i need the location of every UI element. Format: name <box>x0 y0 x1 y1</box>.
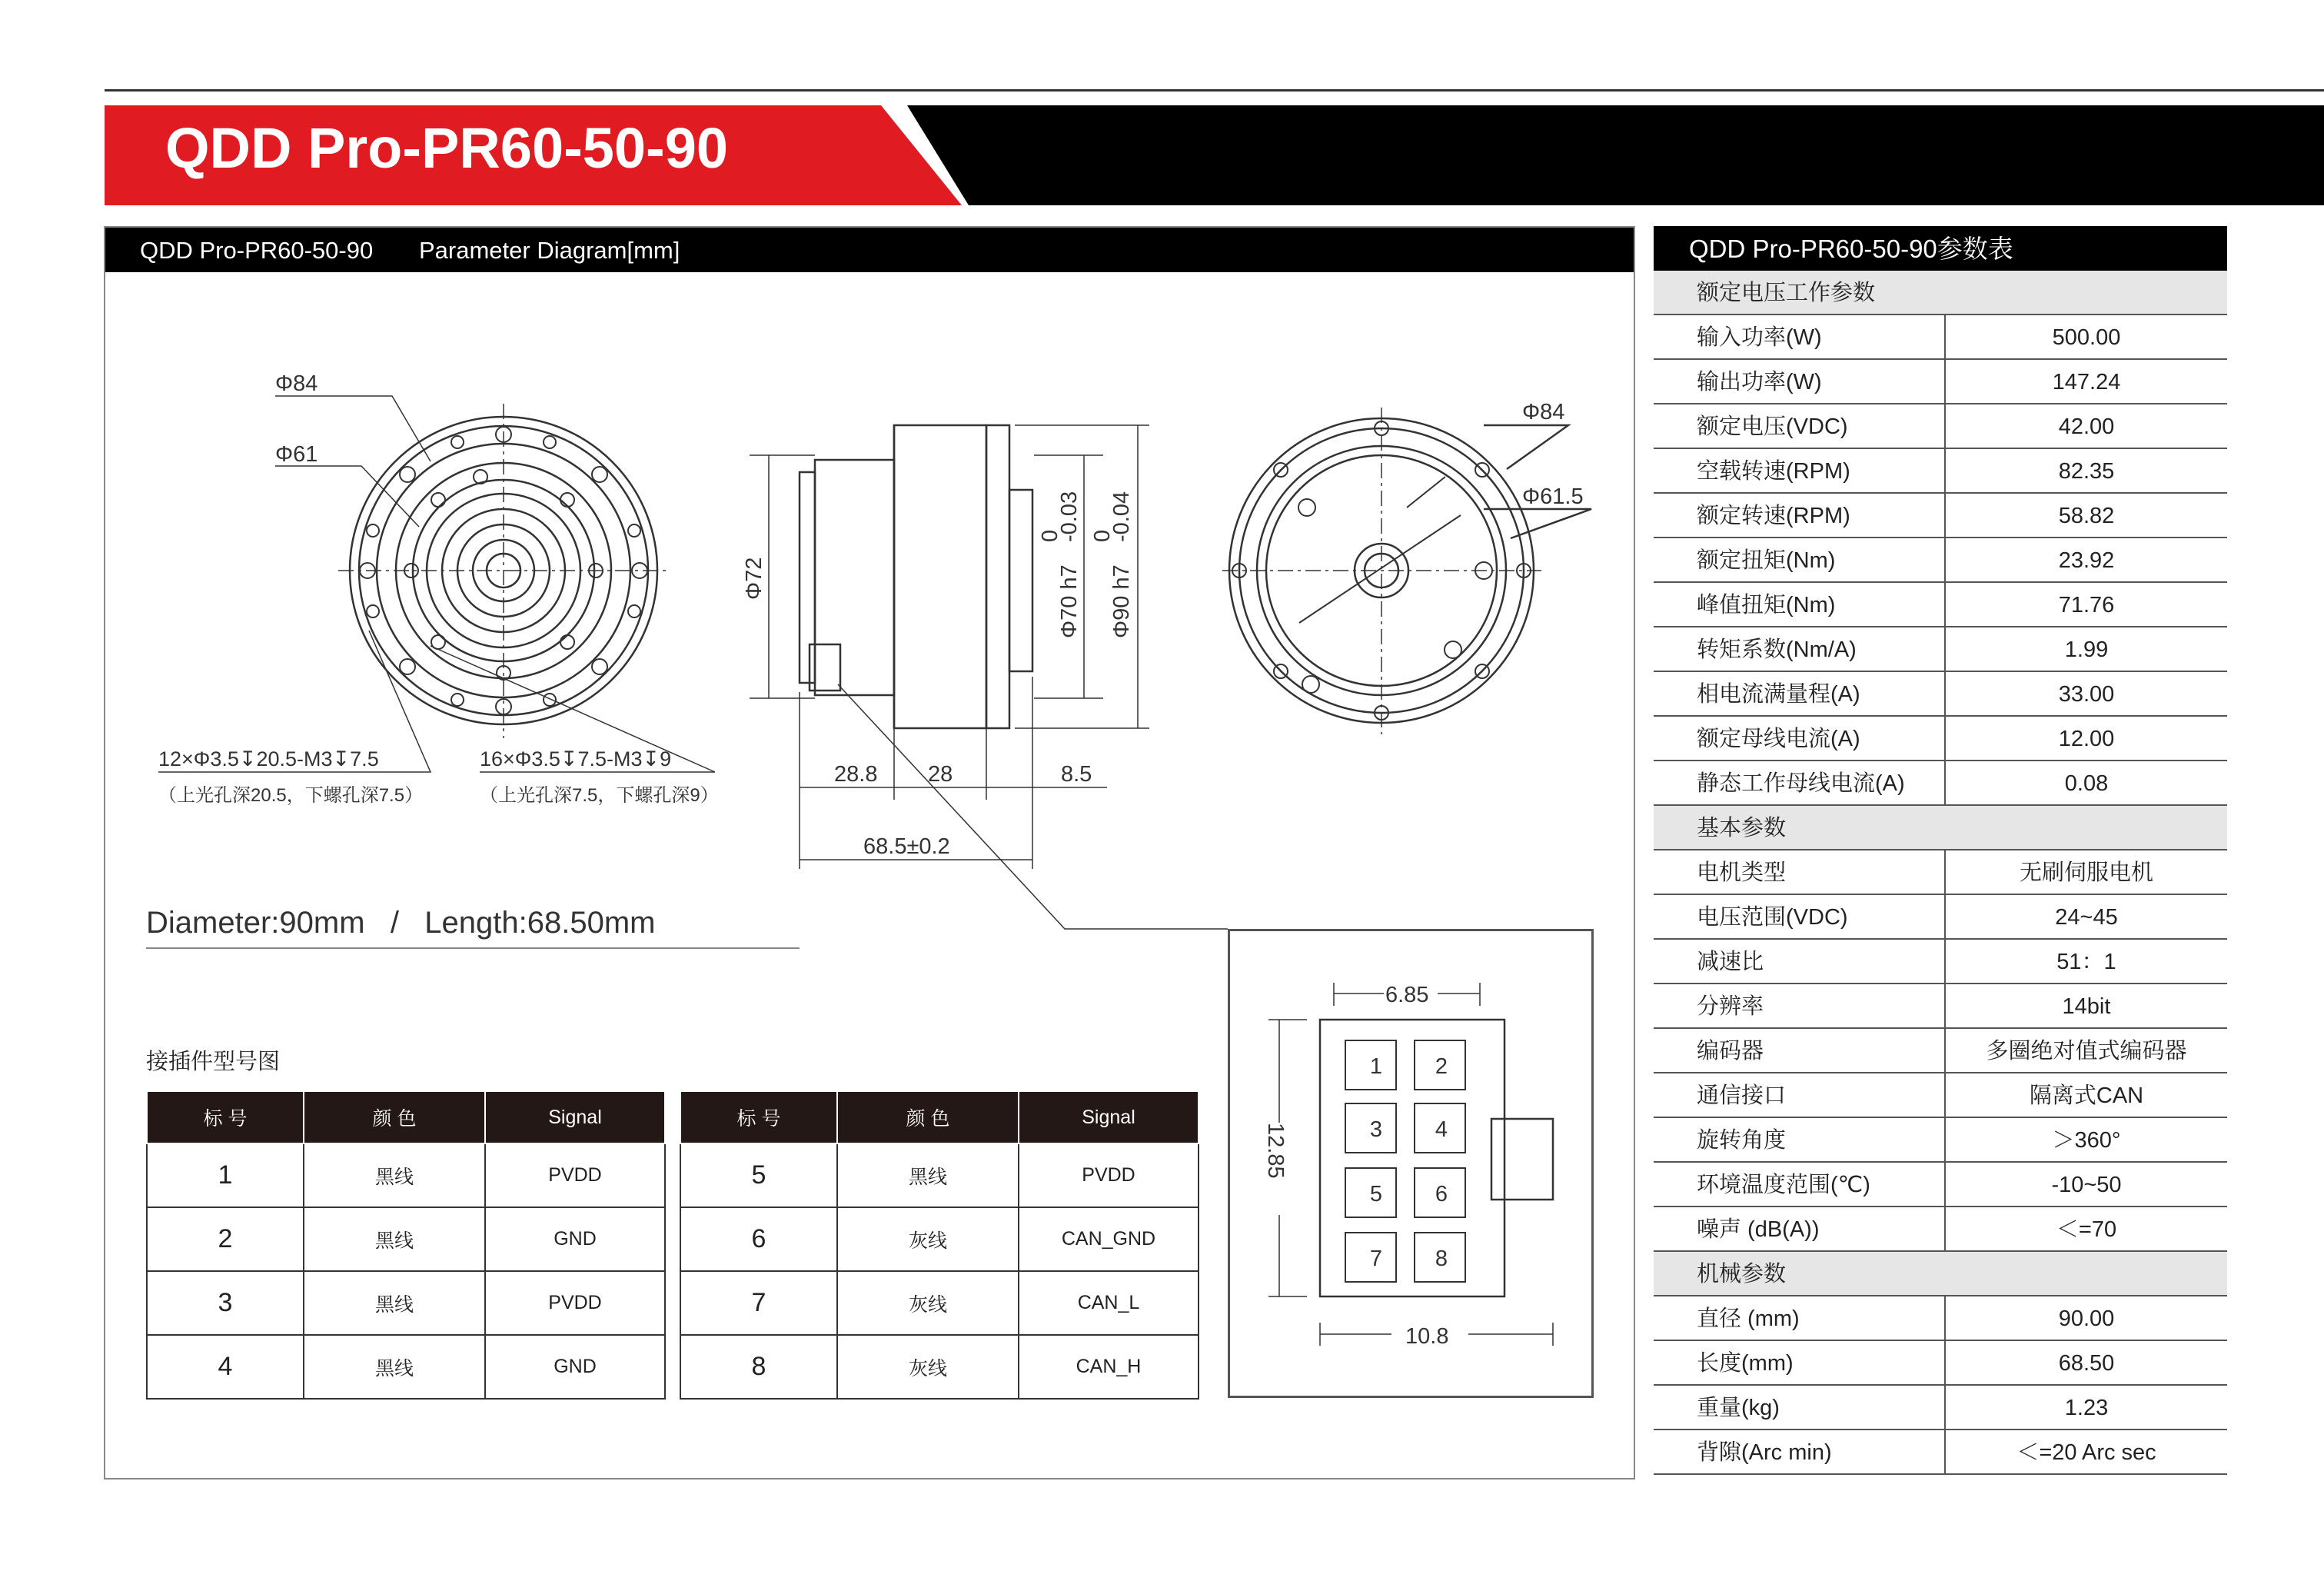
param-value: ＞360° <box>2052 1128 2121 1153</box>
diameter-length-text: Diameter:90mm / Length:68.50mm <box>146 906 656 940</box>
param-value: 33.00 <box>2058 682 2115 707</box>
pin-header-signal: Signal <box>485 1092 665 1143</box>
pin-signal: CAN_GND <box>1019 1207 1199 1271</box>
table-row <box>1654 1163 2227 1207</box>
section-header-rated: 额定电压工作参数 <box>1654 271 2227 315</box>
table-row <box>1654 850 2227 895</box>
pin-header-color: 颜 色 <box>837 1092 1019 1143</box>
param-value: 51：1 <box>2056 950 2116 974</box>
param-key: 分辨率 <box>1654 984 1946 1027</box>
table-row <box>1654 940 2227 984</box>
dim-front-inner: Φ61 <box>275 442 318 467</box>
pin-header-no: 标 号 <box>680 1092 837 1143</box>
table-row <box>1654 538 2227 583</box>
table-row <box>1654 583 2227 627</box>
pin-signal: GND <box>485 1335 665 1399</box>
pin-no: 2 <box>147 1207 304 1271</box>
dim-bore-90: Φ90 h7 <box>1109 564 1134 638</box>
dim-seg-1: 28.8 <box>834 762 878 787</box>
param-value: ＜=70 <box>2056 1217 2117 1242</box>
param-value: 14bit <box>2062 994 2111 1019</box>
pin-signal: CAN_L <box>1019 1271 1199 1335</box>
pin-no: 8 <box>680 1335 837 1399</box>
param-key: 长度(mm) <box>1654 1341 1946 1384</box>
pin-signal: GND <box>485 1207 665 1271</box>
pin-color: 黑线 <box>837 1143 1019 1207</box>
dim-seg-3: 8.5 <box>1061 762 1092 787</box>
param-value: 24~45 <box>2055 905 2118 930</box>
table-row <box>1654 494 2227 538</box>
pin-color: 灰线 <box>837 1335 1019 1399</box>
pin-header-no: 标 号 <box>147 1092 304 1143</box>
table-row <box>1654 360 2227 404</box>
param-value: 42.00 <box>2058 414 2115 439</box>
table-row <box>680 1335 1199 1399</box>
table-row <box>1654 1430 2227 1475</box>
param-value: 隔离式CAN <box>2029 1083 2144 1108</box>
pin-no: 5 <box>680 1143 837 1207</box>
diagram-header-title: Parameter Diagram[mm] <box>419 237 680 264</box>
param-key: 空载转速(RPM) <box>1654 449 1946 492</box>
param-value: 500.00 <box>2052 325 2121 350</box>
param-key: 输入功率(W) <box>1654 315 1946 358</box>
table-row <box>1654 315 2227 360</box>
param-key: 旋转角度 <box>1654 1118 1946 1161</box>
param-key: 减速比 <box>1654 940 1946 983</box>
dim-connector-width-bottom: 10.8 <box>1405 1324 1449 1349</box>
table-row <box>680 1207 1199 1271</box>
param-key: 环境温度范围(℃) <box>1654 1163 1946 1206</box>
param-key: 额定转速(RPM) <box>1654 494 1946 537</box>
table-row <box>680 1271 1199 1335</box>
param-key: 编码器 <box>1654 1029 1946 1072</box>
dim-seg-2: 28 <box>928 762 953 787</box>
param-value: 多圈绝对值式编码器 <box>1986 1039 2187 1063</box>
dim-rear-outer: Φ84 <box>1522 400 1565 424</box>
connector-title: 接插件型号图 <box>146 1050 281 1074</box>
dim-rear-inner: Φ61.5 <box>1522 484 1584 509</box>
pin-table-right <box>680 1092 1199 1400</box>
dim-bore-90-tol-top: 0 <box>1090 529 1115 542</box>
table-row <box>1654 1386 2227 1430</box>
section-header-basic: 基本参数 <box>1654 806 2227 850</box>
rear-view-drawing <box>1222 408 1591 734</box>
dim-side-height: Φ72 <box>742 557 766 600</box>
pin-header-signal: Signal <box>1019 1092 1199 1143</box>
table-row <box>147 1271 665 1335</box>
param-key: 峰值扭矩(Nm) <box>1654 583 1946 626</box>
connector-pin-7: 7 <box>1369 1246 1383 1271</box>
pin-signal: PVDD <box>1019 1143 1199 1207</box>
dim-bore-90-tol-bot: -0.04 <box>1109 491 1134 542</box>
front-view-drawing <box>338 404 669 738</box>
param-key: 转矩系数(Nm/A) <box>1654 627 1946 671</box>
table-row <box>1654 672 2227 717</box>
connector-pin-5: 5 <box>1369 1182 1383 1207</box>
parameter-table-title: QDD Pro-PR60-50-90参数表 <box>1654 226 2227 271</box>
pin-no: 3 <box>147 1271 304 1335</box>
param-value: ＜=20 Arc sec <box>2016 1440 2156 1465</box>
section-header-mechanical: 机械参数 <box>1654 1252 2227 1296</box>
table-row <box>1654 984 2227 1029</box>
pin-signal: PVDD <box>485 1271 665 1335</box>
param-key: 相电流满量程(A) <box>1654 672 1946 715</box>
dim-connector-height: 12.85 <box>1263 1123 1288 1179</box>
dim-total-length: 68.5±0.2 <box>863 834 950 859</box>
connector-pin-8: 8 <box>1435 1246 1448 1271</box>
connector-pin-1: 1 <box>1369 1054 1383 1079</box>
dim-bore-70: Φ70 h7 <box>1057 564 1082 638</box>
hole-note-right-sub: （上光孔深7.5，下螺孔深9） <box>480 785 719 806</box>
param-key: 额定电压(VDC) <box>1654 404 1946 448</box>
param-value: 1.99 <box>2064 637 2109 662</box>
connector-pin-4: 4 <box>1435 1117 1448 1142</box>
param-value: 12.00 <box>2058 727 2115 751</box>
table-row <box>1654 1207 2227 1252</box>
dim-connector-width-top: 6.85 <box>1385 983 1429 1007</box>
table-row <box>1654 1341 2227 1386</box>
pin-no: 4 <box>147 1335 304 1399</box>
table-row <box>1654 1118 2227 1163</box>
pin-no: 7 <box>680 1271 837 1335</box>
pin-color: 灰线 <box>837 1207 1019 1271</box>
param-key: 重量(kg) <box>1654 1386 1946 1429</box>
hole-note-right: 16×Φ3.5↧7.5-M3↧9 <box>480 747 672 771</box>
connector-pin-2: 2 <box>1435 1054 1448 1079</box>
connector-pin-3: 3 <box>1369 1117 1383 1142</box>
pin-color: 黑线 <box>304 1271 485 1335</box>
param-key: 直径 (mm) <box>1654 1296 1946 1340</box>
param-value: 82.35 <box>2058 459 2115 484</box>
param-key: 电压范围(VDC) <box>1654 895 1946 938</box>
connector-drawing-frame <box>1228 929 1594 1398</box>
table-row <box>147 1335 665 1399</box>
param-key: 噪声 (dB(A)) <box>1654 1207 1946 1250</box>
param-value: 90.00 <box>2058 1306 2115 1331</box>
param-value: 0.08 <box>2064 771 2109 796</box>
pin-signal: PVDD <box>485 1143 665 1207</box>
pin-color: 黑线 <box>304 1143 485 1207</box>
table-row <box>1654 895 2227 940</box>
param-key: 额定扭矩(Nm) <box>1654 538 1946 581</box>
dim-front-outer: Φ84 <box>275 371 318 396</box>
pin-header-color: 颜 色 <box>304 1092 485 1143</box>
pin-table-left <box>146 1092 666 1400</box>
param-key: 输出功率(W) <box>1654 360 1946 403</box>
table-row <box>1654 1029 2227 1073</box>
pin-no: 1 <box>147 1143 304 1207</box>
table-row <box>1654 717 2227 761</box>
side-view-drawing <box>800 425 1032 728</box>
parameter-table <box>1654 226 2227 1475</box>
pin-signal: CAN_H <box>1019 1335 1199 1399</box>
pin-no: 6 <box>680 1207 837 1271</box>
param-key: 额定母线电流(A) <box>1654 717 1946 760</box>
table-row <box>1654 627 2227 672</box>
dim-bore-70-tol-bot: -0.03 <box>1057 491 1082 542</box>
param-value: 58.82 <box>2058 504 2115 528</box>
pin-color: 灰线 <box>837 1271 1019 1335</box>
table-row <box>1654 449 2227 494</box>
hole-note-left-sub: （上光孔深20.5，下螺孔深7.5） <box>158 785 424 806</box>
table-row <box>1654 1073 2227 1118</box>
table-row <box>1654 404 2227 449</box>
param-value: 68.50 <box>2058 1351 2115 1376</box>
param-key: 电机类型 <box>1654 850 1946 894</box>
param-value: 无刷伺服电机 <box>2019 860 2153 885</box>
dim-bore-70-tol-top: 0 <box>1038 529 1062 542</box>
table-row <box>1654 1296 2227 1341</box>
pin-color: 黑线 <box>304 1207 485 1271</box>
table-row <box>147 1207 665 1271</box>
param-value: 23.92 <box>2058 548 2115 573</box>
pin-color: 黑线 <box>304 1335 485 1399</box>
param-key: 背隙(Arc min) <box>1654 1430 1946 1473</box>
param-key: 通信接口 <box>1654 1073 1946 1117</box>
diameter-length-rule <box>146 947 800 949</box>
connector-pin-6: 6 <box>1435 1182 1448 1207</box>
param-value: 147.24 <box>2052 370 2121 394</box>
param-value: 71.76 <box>2058 593 2115 617</box>
diagram-header-model: QDD Pro-PR60-50-90 <box>140 237 374 264</box>
table-row <box>680 1143 1199 1207</box>
param-key: 静态工作母线电流(A) <box>1654 761 1946 804</box>
hole-note-left: 12×Φ3.5↧20.5-M3↧7.5 <box>158 747 379 771</box>
banner-title: QDD Pro-PR60-50-90 <box>165 116 729 180</box>
param-value: 1.23 <box>2064 1396 2109 1420</box>
table-row <box>147 1143 665 1207</box>
param-value: -10~50 <box>2051 1173 2122 1197</box>
table-row <box>1654 761 2227 806</box>
